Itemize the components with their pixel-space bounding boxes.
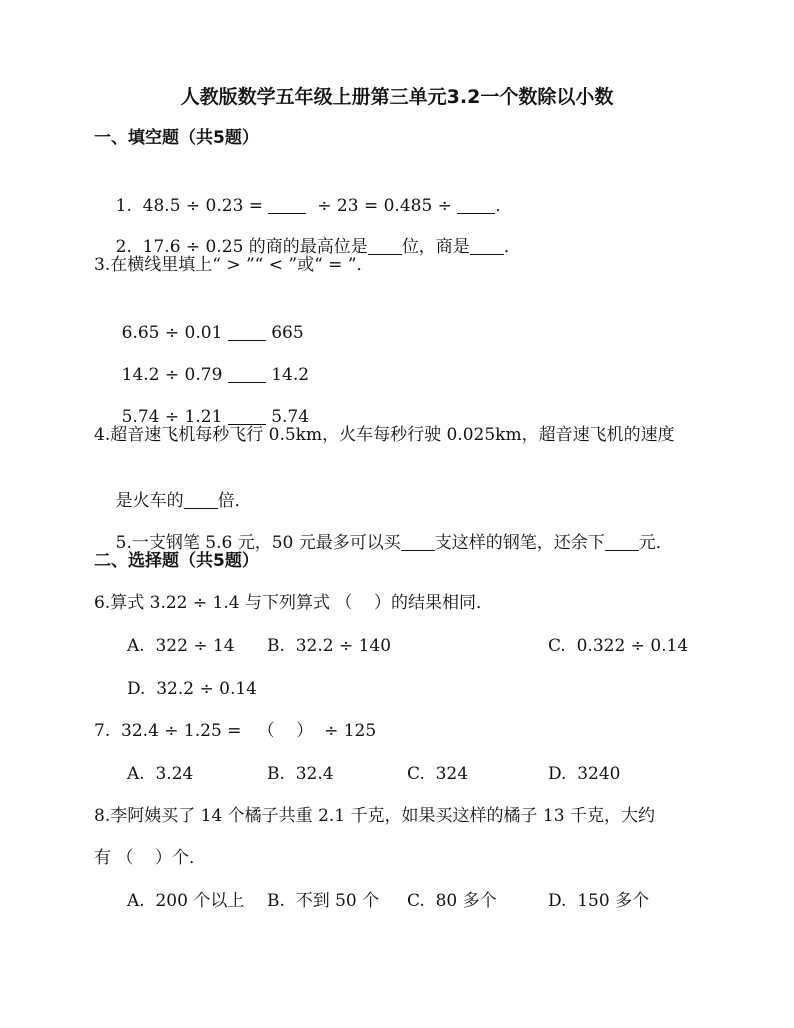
q1-part-c: ． bbox=[495, 196, 513, 216]
section-heading-fill-blank: 一、填空题（共5题） bbox=[94, 128, 259, 148]
answer-blank[interactable] bbox=[605, 532, 639, 551]
page-title: 人教版数学五年级上册第三单元3.2一个数除以小数 bbox=[180, 86, 614, 108]
q3-row-1-right: 665 bbox=[265, 323, 304, 343]
answer-blank[interactable] bbox=[470, 236, 504, 255]
q2-part-a: 2. 17.6 ÷ 0.25 的商的最高位是 bbox=[115, 237, 368, 257]
question-8-line-2: 有 （ ）个． bbox=[94, 848, 207, 868]
question-8-line-1: 8.李阿姨买了 14 个橘子共重 2.1 千克，如果买这样的橘子 13 千克，大约 bbox=[94, 806, 655, 826]
answer-blank[interactable] bbox=[401, 532, 435, 551]
q6-option-b[interactable]: B. 32.2 ÷ 140 bbox=[267, 636, 392, 656]
q1-part-b: ÷ 23 = 0.485 ÷ bbox=[306, 196, 458, 216]
q3-row-1-left: 6.65 ÷ 0.01 bbox=[121, 323, 228, 343]
q3-row-2-left: 14.2 ÷ 0.79 bbox=[121, 365, 228, 385]
q3-row-3-left: 5.74 ÷ 1.21 bbox=[121, 407, 228, 427]
question-6: 6.算式 3.22 ÷ 1.4 与下列算式 （ ）的结果相同． bbox=[94, 593, 493, 613]
section-heading-multiple-choice: 二、选择题（共5题） bbox=[94, 551, 259, 571]
q3-row-2-right: 14.2 bbox=[265, 365, 310, 385]
question-7: 7. 32.4 ÷ 1.25 = （ ） ÷ 125 bbox=[94, 721, 377, 741]
q4-part-b: 倍． bbox=[217, 491, 252, 511]
q2-part-c: ． bbox=[503, 237, 521, 257]
q5-part-c: 元． bbox=[638, 533, 673, 553]
q7-option-b[interactable]: B. 32.4 bbox=[267, 764, 334, 784]
q1-part-a: 1. 48.5 ÷ 0.23 = bbox=[115, 196, 269, 216]
q8-option-b[interactable]: B. 不到 50 个 bbox=[267, 891, 380, 911]
q6-option-d[interactable]: D. 32.2 ÷ 0.14 bbox=[127, 679, 257, 699]
q5-part-a: 5.一支钢笔 5.6 元，50 元最多可以买 bbox=[115, 533, 401, 553]
q8-option-c[interactable]: C. 80 多个 bbox=[407, 891, 497, 911]
q2-part-b: 位，商是 bbox=[401, 237, 470, 257]
q8-option-a[interactable]: A. 200 个以上 bbox=[127, 891, 245, 911]
q8-option-d[interactable]: D. 150 多个 bbox=[548, 891, 650, 911]
q7-option-c[interactable]: C. 324 bbox=[407, 764, 469, 784]
q7-option-d[interactable]: D. 3240 bbox=[548, 764, 621, 784]
question-4-line-1: 4.超音速飞机每秒飞行 0.5km，火车每秒行驶 0.025km，超音速飞机的速度 bbox=[94, 425, 675, 445]
q6-option-c[interactable]: C. 0.322 ÷ 0.14 bbox=[548, 636, 689, 656]
q4-part-a: 是火车的 bbox=[115, 491, 184, 511]
q6-option-a[interactable]: A. 322 ÷ 14 bbox=[127, 636, 235, 656]
question-3: 3.在横线里填上“ > ”“ < ”或“ = ”． bbox=[94, 255, 374, 275]
q7-option-a[interactable]: A. 3.24 bbox=[127, 764, 194, 784]
q3-row-3-right: 5.74 bbox=[265, 407, 310, 427]
q5-part-b: 支这样的钢笔，还余下 bbox=[434, 533, 605, 553]
